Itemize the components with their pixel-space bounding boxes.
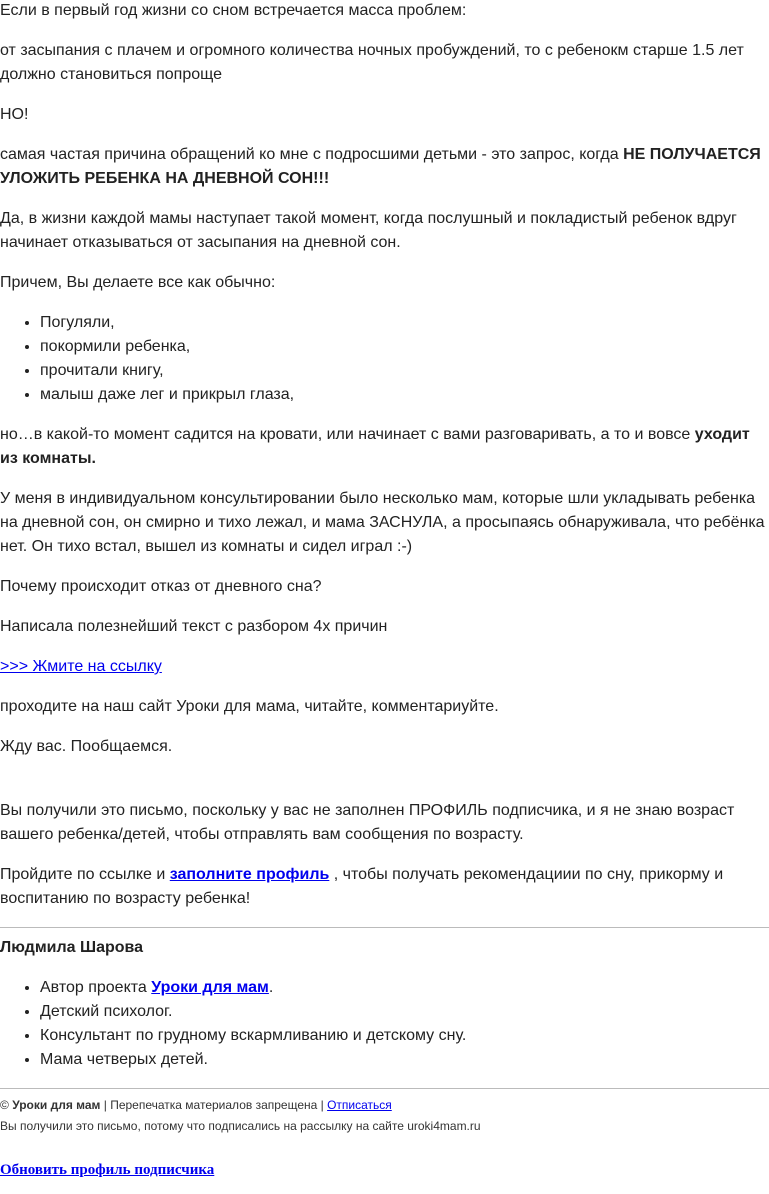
signature-name: Людмила Шарова <box>0 939 144 956</box>
list-item: • покормили ребенка, <box>40 335 769 359</box>
article-link[interactable]: >>> Жмите на ссылку <box>0 658 162 675</box>
footer <box>0 1098 769 1177</box>
unsubscribe-link[interactable]: Отписаться <box>327 1098 392 1112</box>
paragraph-but: НО! <box>0 106 29 123</box>
fill-profile-post: , чтобы получать рекомендациии по сну, прикорму и воспитанию по возрасту ребенка! <box>0 866 724 907</box>
spacer <box>0 775 769 799</box>
signature-item: • Консультант по грудному вскармливанию и детскому сну. <box>40 1024 769 1048</box>
paragraph-moment: Да, в жизни каждой мамы наступает такой момент, когда послушный и покладистый ребенок вдруг начинает отказываться от засыпания на дневной сон. <box>0 210 737 251</box>
signature-item: • Детский психолог. <box>40 1000 769 1024</box>
leaves-emphasis: уходит из комнаты. <box>0 426 750 467</box>
request-emphasis: НЕ ПОЛУЧАЕТСЯ УЛОЖИТЬ РЕБЕНКА НА ДНЕВНОЙ СОН!!! <box>0 146 761 187</box>
paragraph-fill-profile <box>0 863 769 911</box>
list-item: • малыш даже лег и прикрыл глаза, <box>40 383 769 407</box>
footer-note: Вы получили это письмо, потому что подписались на рассылку на сайте uroki4mam.ru <box>0 1119 481 1133</box>
footer-brand: Уроки для мам <box>12 1098 101 1112</box>
paragraph-problems: от засыпания с плачем и огромного количества ночных пробуждений, то с ребенокм старше 1.5 лет должно становиться попроще <box>0 42 744 83</box>
paragraph-as-usual: Причем, Вы делаете все как обычно: <box>0 274 276 291</box>
footer-divider <box>0 1088 769 1089</box>
signature-item <box>40 976 769 1000</box>
paragraph-wait: Жду вас. Пообщаемся. <box>0 738 173 755</box>
request-text: самая частая причина обращений ко мне с подросшими детьми - это запрос, когда <box>0 146 624 163</box>
paragraph-link <box>0 655 769 679</box>
list-item: • прочитали книгу, <box>40 359 769 383</box>
role1-pre: Автор проекта <box>40 979 152 996</box>
paragraph-article: Написала полезнейший текст с разбором 4х причин <box>0 618 388 635</box>
paragraph-profile-notice: Вы получили это письмо, поскольку у вас не заполнен ПРОФИЛЬ подписчика, и я не знаю возраст вашего ребенка/детей, чтобы отправлять вам сообщения по возрасту. <box>0 802 735 843</box>
routine-list <box>0 311 769 407</box>
footer-rights: | Перепечатка материалов запрещена | <box>100 1098 328 1112</box>
paragraph-why: Почему происходит отказ от дневного сна? <box>0 578 322 595</box>
footer-copyright <box>0 1098 769 1112</box>
divider <box>0 927 769 928</box>
paragraph-consulting-story: У меня в индивидуальном консультировании было несколько мам, которые шли укладывать ребенка на дневной сон, он смирно и тихо лежал, и мама ЗАСНУЛА, а просыпаясь обнаруживала, что ребёнка нет. Он тихо встал, вышел из комнаты и сидел играл :-) <box>0 490 765 555</box>
paragraph-intro: Если в первый год жизни со сном встречается масса проблем: <box>0 2 467 19</box>
fill-profile-link[interactable]: заполните профиль <box>169 866 330 883</box>
fill-profile-pre: Пройдите по ссылке и <box>0 866 170 883</box>
leaves-text: но…в какой-то момент садится на кровати, или начинает с вами разговаривать, а то и вовсе <box>0 426 695 443</box>
role1-post: . <box>268 979 274 996</box>
paragraph-leaves <box>0 423 769 471</box>
signature-list <box>0 976 769 1072</box>
copyright-symbol: © <box>0 1098 9 1112</box>
signature-item: • Мама четверых детей. <box>40 1048 769 1072</box>
list-item: • Погуляли, <box>40 311 769 335</box>
paragraph-site: проходите на наш сайт Уроки для мама, читайте, комментариуйте. <box>0 698 499 715</box>
paragraph-request <box>0 143 769 191</box>
update-profile-link[interactable]: Обновить профиль подписчика <box>0 1162 215 1178</box>
project-link[interactable]: Уроки для мам <box>151 979 269 996</box>
